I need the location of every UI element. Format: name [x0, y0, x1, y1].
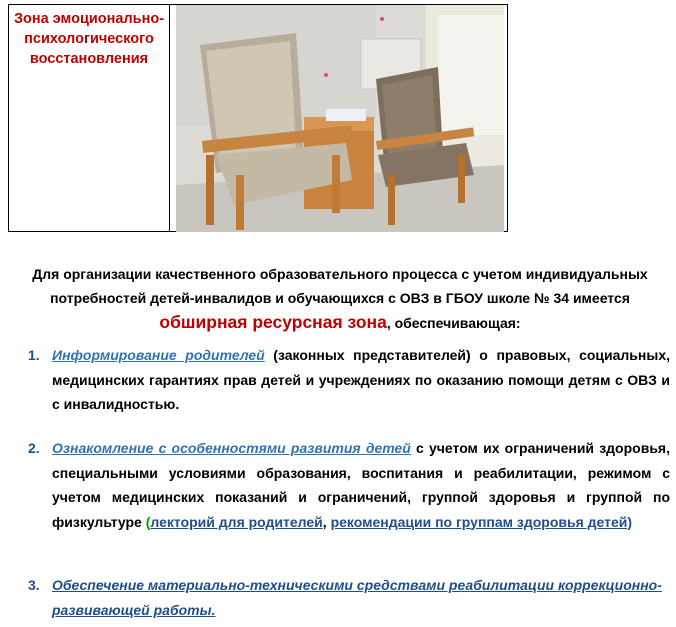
intro-paragraph — [10, 262, 670, 335]
list-item-2-highlight: Ознакомление с особенностями развития детей — [52, 440, 411, 456]
list-item-3: Обеспечение материально-техническими средствами реабилитации коррекционно-развивающей работы. — [52, 577, 662, 618]
list-item-1 — [52, 343, 670, 417]
list-number-3: 3. — [28, 577, 40, 593]
list-item-1-highlight: Информирование родителей — [52, 347, 265, 363]
zone-photo-cell — [170, 5, 507, 231]
list-item-2-paren: ( — [145, 513, 151, 530]
lecture-link[interactable]: лекторий для родителей — [150, 513, 323, 530]
list-item-2 — [52, 436, 670, 534]
intro-tail: , обеспечивающая: — [386, 315, 521, 331]
zone-title: Зона эмоционально-психологического восстановления — [13, 11, 165, 67]
zone-table — [8, 4, 508, 232]
list-number-2: 2. — [28, 440, 40, 456]
intro-line: Для организации качественного образовательного процесса с учетом индивидуальных потребностей детей-инвалидов и обучающихся с ОВЗ в ГБОУ школе № 34 имеется — [32, 266, 648, 306]
zone-photo — [176, 5, 504, 232]
list-item-2-sep: , — [322, 513, 331, 530]
list-number-1: 1. — [28, 347, 40, 363]
zone-title-cell — [9, 5, 170, 231]
list-item-1-text: (законных представителей) о правовых, социальных, медицинских гарантиях прав детей и учреждениях по оказанию помощи детям с ОВЗ и с инвалидностью. — [52, 347, 670, 412]
health-groups-link[interactable]: рекомендации по группам здоровья детей) — [330, 513, 633, 530]
intro-accent: обширная ресурсная зона — [159, 312, 387, 332]
list-item-2-text: с учетом их ограничений здоровья, специальными условиями образования, воспитания и реабилитации, режимом с учетом медицинских показаний и ограничений, группой здоровья и группой по физкультуре — [52, 440, 670, 530]
